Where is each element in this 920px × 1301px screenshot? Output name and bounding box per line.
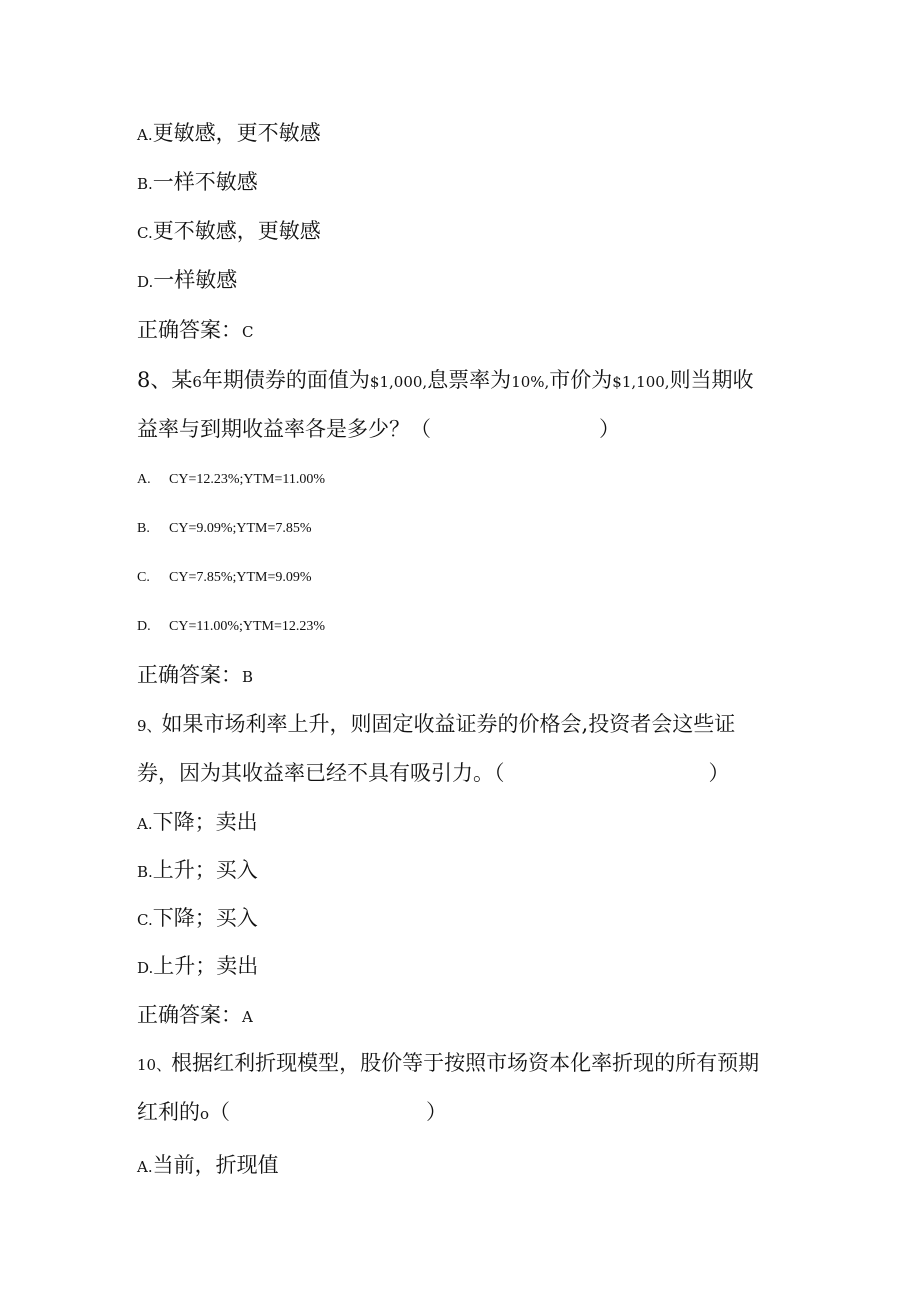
stem-text: 市价为 bbox=[549, 368, 613, 392]
q9-option-a bbox=[137, 812, 258, 833]
stem-punct: , bbox=[581, 712, 589, 736]
option-text: 一样不敏感 bbox=[152, 170, 258, 194]
option-text: CY=11.00%;YTM=12.23% bbox=[169, 619, 326, 634]
option-text: CY=7.85%;YTM=9.09% bbox=[169, 570, 312, 585]
option-text: 更敏感，更不敏感 bbox=[152, 121, 321, 145]
option-letter: B. bbox=[137, 175, 153, 193]
stem-text: 则当期收 bbox=[669, 368, 754, 392]
q9-option-b bbox=[137, 860, 258, 881]
option-text: 下降；买入 bbox=[152, 906, 258, 930]
q7-option-d bbox=[137, 270, 237, 291]
q7-option-c bbox=[137, 221, 321, 242]
option-text: 更不敏感，更敏感 bbox=[152, 219, 321, 243]
stem-mark: o bbox=[200, 1105, 210, 1123]
stem-text: 如果市场利率上升，则固定收益证券的价格会 bbox=[161, 712, 582, 736]
option-letter: D. bbox=[137, 959, 154, 977]
stem-text: 某 bbox=[171, 368, 193, 392]
option-text: CY=12.23%;YTM=11.00% bbox=[169, 472, 326, 487]
stem-number: 10%, bbox=[511, 373, 550, 391]
stem-text: 益率与到期收益率各是多少？（ bbox=[137, 417, 431, 441]
option-letter: D. bbox=[137, 619, 151, 634]
option-letter: C. bbox=[137, 570, 150, 585]
q10-stem-line1 bbox=[137, 1053, 759, 1074]
q10-option-a bbox=[137, 1155, 279, 1176]
q8-option-d bbox=[137, 620, 325, 634]
q9-stem-line2 bbox=[137, 763, 730, 784]
stem-text: 红利的 bbox=[137, 1100, 200, 1124]
q10-stem-line2 bbox=[137, 1102, 447, 1123]
option-letter: A. bbox=[137, 815, 153, 833]
q8-stem-line2 bbox=[137, 419, 620, 440]
option-letter: A. bbox=[137, 1158, 153, 1176]
q8-stem-line1 bbox=[137, 370, 754, 391]
question-number: 10、 bbox=[137, 1056, 172, 1074]
stem-number: $1,000, bbox=[369, 373, 428, 391]
question-number: 8、 bbox=[137, 368, 172, 392]
answer-label: 正确答案： bbox=[137, 663, 242, 687]
close-paren: ） bbox=[708, 761, 730, 785]
answer-value: A bbox=[242, 1008, 253, 1026]
option-letter: C. bbox=[137, 224, 153, 242]
q9-stem-line1 bbox=[137, 714, 735, 735]
option-text: 下降；卖出 bbox=[152, 810, 258, 834]
stem-text: 年期债券的面值为 bbox=[201, 368, 370, 392]
stem-text: 息票率为 bbox=[427, 368, 512, 392]
answer-value: C bbox=[242, 323, 254, 341]
option-text: 一样敏感 bbox=[153, 268, 238, 292]
stem-number: 6 bbox=[192, 373, 202, 391]
answer-label: 正确答案： bbox=[137, 318, 242, 342]
close-paren: ） bbox=[426, 1100, 448, 1124]
option-text: 当前，折现值 bbox=[152, 1153, 279, 1177]
q9-answer bbox=[137, 1005, 253, 1026]
q9-option-c bbox=[137, 908, 258, 929]
open-paren: （ bbox=[209, 1100, 231, 1124]
option-text: CY=9.09%;YTM=7.85% bbox=[169, 521, 312, 536]
q7-option-b bbox=[137, 172, 258, 193]
stem-number: $1,100, bbox=[612, 373, 670, 391]
question-number: 9、 bbox=[137, 717, 162, 735]
option-letter: A. bbox=[137, 126, 153, 144]
stem-text: 投资者会这些证 bbox=[588, 712, 736, 736]
answer-label: 正确答案： bbox=[137, 1003, 242, 1027]
q7-answer bbox=[137, 320, 253, 341]
answer-value: B bbox=[242, 668, 254, 686]
q8-answer bbox=[137, 665, 253, 686]
option-letter: C. bbox=[137, 911, 153, 929]
q8-option-c bbox=[137, 571, 312, 585]
option-text: 上升；买入 bbox=[152, 858, 258, 882]
q8-option-b bbox=[137, 522, 312, 536]
option-text: 上升；卖出 bbox=[153, 954, 259, 978]
q8-option-a bbox=[137, 473, 325, 487]
q7-option-a bbox=[137, 123, 321, 144]
stem-text: 根据红利折现模型，股价等于按照市场资本化率折现的所有预期 bbox=[171, 1051, 760, 1075]
option-letter: B. bbox=[137, 863, 153, 881]
q9-option-d bbox=[137, 956, 258, 977]
option-letter: A. bbox=[137, 472, 151, 487]
option-letter: B. bbox=[137, 521, 150, 536]
stem-text: 券，因为其收益率已经不具有吸引力。（ bbox=[137, 761, 505, 785]
option-letter: D. bbox=[137, 273, 154, 291]
close-paren: ） bbox=[599, 417, 620, 441]
